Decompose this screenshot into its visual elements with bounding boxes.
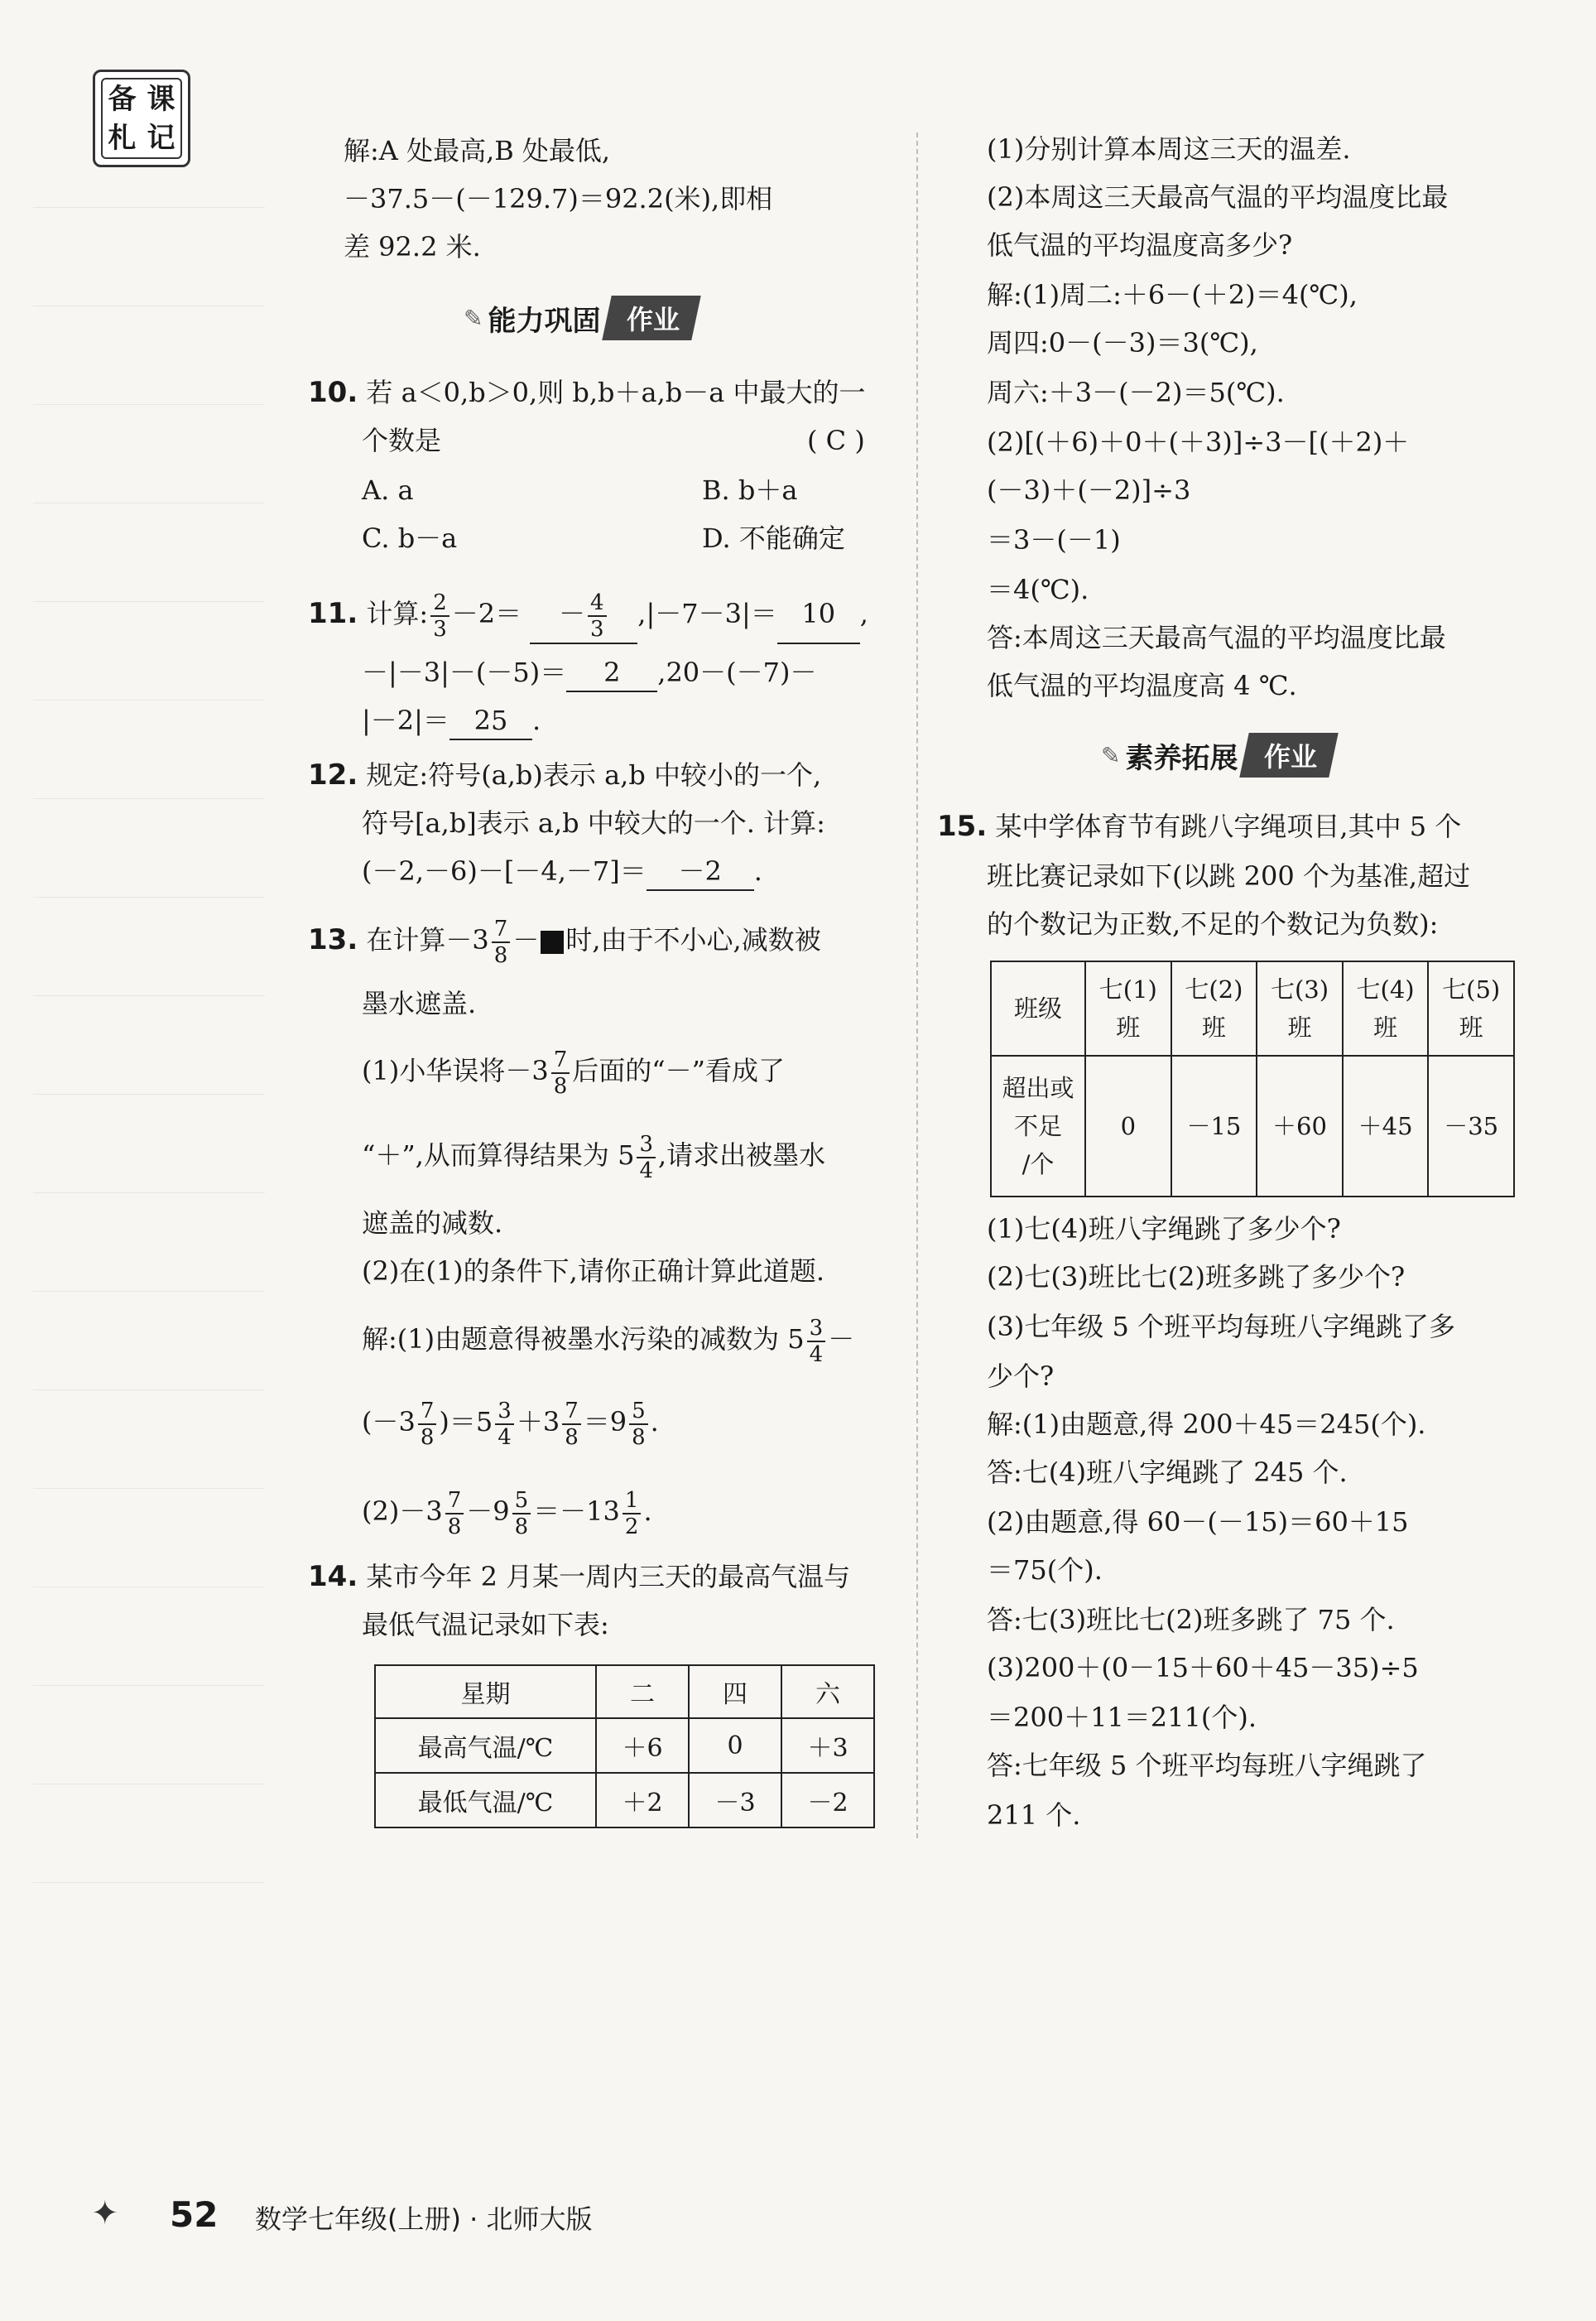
option-a: A. a [362,474,414,506]
leaf-icon: ✎ [464,304,483,332]
temperature-table [374,1664,875,1828]
question-11-line-3: |－2|＝ 25 . [362,702,541,740]
column-divider [916,132,918,1838]
section-heading-extension [1101,734,1334,777]
option-c: C. b－a [362,522,458,554]
answer-blank: 25 [449,702,532,740]
q14-solution-3: 周六:＋3－(－2)＝5(℃). [987,377,1285,408]
section-heading-ability [464,296,696,339]
table-cell: ＋2 [596,1773,689,1827]
question-number: 10. [308,376,358,409]
q15-solution-2: (2)由题意,得 60－(－15)＝60＋15 [987,1506,1409,1538]
q15-part-3: (3)七年级 5 个班平均每班八字绳跳了多 [987,1311,1456,1342]
question-14-line-2: 最低气温记录如下表: [362,1609,609,1640]
table-row [375,1773,874,1827]
section-title: 素养拓展 [1125,741,1238,775]
q14-part-2: (2)本周这三天最高气温的平均温度比最 [987,181,1449,213]
table-row [991,1056,1514,1197]
q14-answer-1: 答:本周这三天最高气温的平均温度比最 [987,622,1446,653]
table-cell: 四 [689,1665,781,1718]
question-14: 14. 某市今年 2 月某一周内三天的最高气温与 [308,1560,851,1593]
question-12-line-2: 符号[a,b]表示 a,b 中较大的一个. 计算: [362,807,825,839]
table-cell: 最高气温/℃ [375,1718,596,1773]
q15-solution-3: (3)200＋(0－15＋60＋45－35)÷5 [987,1652,1419,1683]
question-10: 10. 若 a＜0,b＞0,则 b,b＋a,b－a 中最大的一 [308,376,866,409]
q15-part-2: (2)七(3)班比七(2)班多跳了多少个? [987,1261,1406,1293]
table-cell: 七(2) 班 [1171,961,1257,1056]
section-tag: 作业 [1240,733,1339,778]
notes-lines [33,207,265,1981]
question-15-line-3: 的个数记为正数,不足的个数记为负数): [987,908,1439,940]
badge-char-4: 记 [147,121,175,155]
question-15: 15. 某中学体育节有跳八字绳项目,其中 5 个 [937,810,1462,843]
table-row [375,1718,874,1773]
q14-solution-1: 解:(1)周二:＋6－(＋2)＝4(℃), [987,279,1358,311]
rope-skipping-table [990,961,1515,1197]
badge-char-1: 备 [108,82,137,116]
question-10-answer: ( C ) [807,425,865,456]
question-13-part-1: (1)小华误将－3 $\frac{7}{8}$ 后面的“－”看成了 [362,1047,785,1099]
table-cell: －2 [781,1773,874,1827]
book-title: 数学七年级(上册) · 北师大版 [255,2203,593,2235]
badge-char-3: 札 [108,121,137,155]
q15-solution-1: 解:(1)由题意,得 200＋45＝245(个). [987,1408,1426,1440]
question-13-solution-3: (2)－3 $\frac{7}{8}$ －9 $\frac{5}{8}$ ＝－13 $\frac{1}{2}$ . [362,1487,652,1539]
question-13-line-2: 墨水遮盖. [362,988,477,1019]
question-11-line-2: －|－3|－(－5)＝ 2 ,20－(－7)－ [362,654,817,692]
table-cell: 七(4) 班 [1343,961,1429,1056]
table-cell: 七(1) 班 [1085,961,1171,1056]
question-10-line-2: 个数是 [362,425,442,456]
answer-blank: － $\frac{4}{3}$ [530,585,637,644]
q14-answer-2: 低气温的平均温度高 4 ℃. [987,670,1297,701]
q14-part-2-line-2: 低气温的平均温度高多少? [987,229,1293,261]
question-12-line-3: (－2,－6)－[－4,－7]＝ －2 . [362,853,762,891]
ink-blot [541,931,564,954]
question-13-solution-1: 解:(1)由题意得被墨水污染的减数为 5 $\frac{3}{4}$ － [362,1315,855,1367]
table-cell: 最低气温/℃ [375,1773,596,1827]
question-11: 11. 计算: $\frac{2}{3}$ －2＝ － $\frac{4}{3}$ ,|－7－3|＝ 10 , [308,585,868,644]
question-13-part-2: (2)在(1)的条件下,请你正确计算此道题. [362,1255,825,1287]
table-row [375,1665,874,1718]
question-13: 13. 在计算－3 $\frac{7}{8}$ － 时,由于不小心,减数被 [308,916,821,968]
q14-solution-7: ＝4(℃). [987,574,1089,605]
prev-solution-line-3: 差 92.2 米. [344,231,481,262]
table-cell: 星期 [375,1665,596,1718]
question-15-line-2: 班比赛记录如下(以跳 200 个为基准,超过 [987,860,1471,892]
question-13-solution-2: (－3 $\frac{7}{8}$ )＝5 $\frac{3}{4}$ ＋3 $\frac{7}{8}$ ＝9 $\frac{5}{8}$ . [362,1398,659,1450]
table-cell: 班级 [991,961,1085,1056]
table-cell: 0 [689,1718,781,1773]
footer-decoration-icon: ✦ [91,2194,119,2232]
table-cell: 二 [596,1665,689,1718]
q14-solution-5: (－3)＋(－2)]÷3 [987,474,1191,506]
q15-answer-1: 答:七(4)班八字绳跳了 245 个. [987,1457,1348,1488]
notes-badge [93,70,190,167]
table-cell: ＋45 [1343,1056,1429,1197]
question-13-part-1-line-3: 遮盖的减数. [362,1207,503,1239]
q14-solution-6: ＝3－(－1) [987,524,1121,556]
badge-char-2: 课 [147,82,175,116]
option-b: B. b＋a [702,474,798,506]
table-cell: ＋3 [781,1718,874,1773]
leaf-icon: ✎ [1101,741,1121,769]
prev-solution-line-1: 解:A 处最高,B 处最低, [344,135,611,166]
question-12: 12. 规定:符号(a,b)表示 a,b 中较小的一个, [308,758,822,792]
option-d: D. 不能确定 [702,522,845,554]
table-cell: 超出或 不足 /个 [991,1056,1085,1197]
table-cell: 六 [781,1665,874,1718]
answer-blank: －2 [647,853,754,891]
answer-blank: 10 [777,585,860,644]
section-title: 能力巩固 [488,304,601,338]
q14-solution-4: (2)[(＋6)＋0＋(＋3)]÷3－[(＋2)＋ [987,426,1410,458]
q15-solution-2-line-2: ＝75(个). [987,1554,1103,1586]
q15-part-1: (1)七(4)班八字绳跳了多少个? [987,1213,1341,1245]
table-cell: －3 [689,1773,781,1827]
table-cell: －15 [1171,1056,1257,1197]
table-cell: 七(5) 班 [1428,961,1514,1056]
section-tag: 作业 [603,296,701,340]
q15-answer-3-line-2: 211 个. [987,1799,1081,1831]
table-row [991,961,1514,1056]
table-cell: －35 [1428,1056,1514,1197]
answer-blank: 2 [566,654,657,692]
q15-answer-3: 答:七年级 5 个班平均每班八字绳跳了 [987,1750,1427,1781]
page-number: 52 [170,2194,219,2235]
prev-solution-line-2: －37.5－(－129.7)＝92.2(米),即相 [344,183,773,214]
q15-part-3-line-2: 少个? [987,1360,1055,1392]
table-cell: ＋60 [1257,1056,1343,1197]
table-cell: 0 [1085,1056,1171,1197]
q15-solution-3-line-2: ＝200＋11＝211(个). [987,1702,1257,1733]
table-cell: ＋6 [596,1718,689,1773]
table-cell: 七(3) 班 [1257,961,1343,1056]
q14-part-1: (1)分别计算本周这三天的温差. [987,133,1351,165]
q14-solution-2: 周四:0－(－3)＝3(℃), [987,327,1258,359]
q15-answer-2: 答:七(3)班比七(2)班多跳了 75 个. [987,1604,1395,1635]
question-13-part-1-line-2: “＋”,从而算得结果为 5 $\frac{3}{4}$ ,请求出被墨水 [362,1131,826,1183]
